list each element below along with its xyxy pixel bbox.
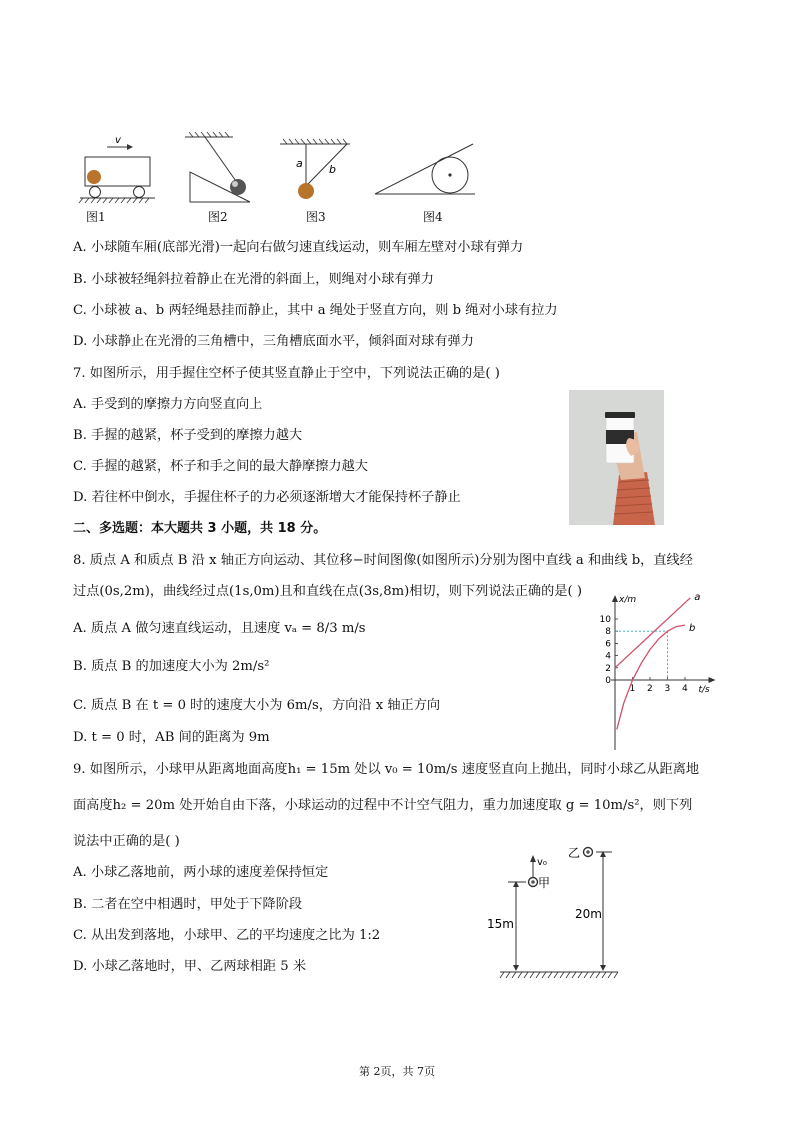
fig3-label-b: b — [329, 163, 336, 176]
q7-option-a: A. 手受到的摩擦力方向竖直向上 — [73, 397, 263, 412]
y-tick-label: 8 — [605, 627, 611, 638]
y-tick-label: 0 — [605, 676, 611, 686]
q9-option-c: C. 从出发到落地，小球甲、乙的平均速度之比为 1:2 — [73, 928, 381, 943]
y-tick-label: 2 — [605, 663, 611, 674]
fig3-two-ropes — [280, 139, 350, 199]
q9-option-a: A. 小球乙落地前，两小球的速度差保持恒定 — [73, 865, 329, 880]
fig1-caption: 图1 — [86, 210, 106, 224]
series-b-label: b — [689, 623, 696, 635]
q9-option-b: B. 二者在空中相遇时，甲处于下降阶段 — [73, 897, 303, 912]
series-a-label: a — [694, 591, 701, 603]
q7-stem: 7. 如图所示，用手握住空杯子使其竖直静止于空中，下列说法正确的是( ) — [73, 366, 500, 381]
q9-label-v0: v₀ — [537, 857, 547, 868]
x-tick-label: 3 — [664, 684, 671, 694]
q8-option-a: A. 质点 A 做匀速直线运动，且速度 vₐ = 8/3 m/s — [73, 621, 366, 636]
q8-option-c: C. 质点 B 在 t = 0 时的速度大小为 6m/s，方向沿 x 轴正方向 — [73, 698, 441, 713]
q9-stem-line1: 9. 如图所示，小球甲从距离地面高度h₁ = 15m 处以 v₀ = 10m/s 速度竖直向上抛出，同时小球乙从距离地 — [73, 762, 700, 777]
q6-option-a: A. 小球随车厢(底部光滑)一起向右做匀速直线运动，则车厢左壁对小球有弹力 — [73, 240, 524, 255]
q7-option-b: B. 手握的越紧，杯子受到的摩擦力越大 — [73, 428, 303, 443]
fig3-label-a: a — [296, 157, 303, 170]
chart-series — [615, 592, 700, 730]
q8-xt-chart — [595, 590, 725, 750]
x-tick-label: 4 — [682, 684, 688, 694]
q7-option-c: C. 手握的越紧，杯子和手之间的最大静摩擦力越大 — [73, 459, 368, 474]
x-tick-label: 2 — [647, 684, 653, 694]
fig4-caption: 图4 — [423, 210, 443, 224]
q7-option-d: D. 若往杯中倒水，手握住杯子的力必须逐渐增大才能保持杯子静止 — [73, 490, 461, 505]
series-b-line — [617, 625, 685, 729]
q7-cup-photo — [569, 390, 664, 525]
q8-option-d: D. t = 0 时，AB 间的距离为 9m — [73, 730, 270, 745]
fig1-cart — [79, 135, 155, 203]
fig4-groove — [375, 144, 475, 194]
series-a-line — [615, 598, 690, 668]
q9-label-h2: 20m — [575, 907, 602, 921]
q9-stem-line3: 说法中正确的是( ) — [73, 834, 180, 849]
fig1-velocity-label: v — [115, 135, 121, 146]
chart-axes — [611, 595, 716, 750]
fig2-slope — [185, 132, 250, 202]
q8-stem-line2: 过点(0s,2m)，曲线经过点(1s,0m)且和直线在点(3s,8m)相切，则下列说法正确的是( ) — [73, 584, 582, 599]
x-axis-label: t/s — [698, 685, 710, 695]
q6-option-d: D. 小球静止在光滑的三角槽中，三角槽底面水平，倾斜面对球有弹力 — [73, 334, 474, 349]
page-footer: 第 2页，共 7页 — [359, 1065, 435, 1078]
y-tick-label: 4 — [605, 651, 611, 662]
q9-option-d: D. 小球乙落地时，甲、乙两球相距 5 米 — [73, 959, 307, 974]
q6-option-c: C. 小球被 a、b 两轻绳悬挂而静止，其中 a 绳处于竖直方向，则 b 绳对小球有拉力 — [73, 303, 558, 318]
q8-stem-line1: 8. 质点 A 和质点 B 沿 x 轴正方向运动、其位移−时间图像(如图所示)分别为图中直线 a 和曲线 b，直线经 — [73, 553, 693, 568]
section-2-heading: 二、多选题：本大题共 3 小题，共 18 分。 — [73, 521, 327, 536]
x-axis-arrow — [709, 677, 716, 683]
q9-label-jia: 甲 — [538, 876, 551, 890]
q9-label-h1: 15m — [487, 917, 514, 931]
y-axis-arrow — [612, 595, 618, 602]
q9-figure — [478, 840, 628, 985]
q9-stem-line2: 面高度h₂ = 20m 处开始自由下落，小球运动的过程中不计空气阻力，重力加速度取 g = 10m/s²，则下列 — [73, 798, 693, 813]
y-tick-label: 6 — [605, 639, 611, 650]
q9-label-yi: 乙 — [568, 846, 581, 860]
x-tick-label: 1 — [629, 684, 636, 694]
q8-option-b: B. 质点 B 的加速度大小为 2m/s² — [73, 659, 270, 674]
fig2-caption: 图2 — [208, 210, 228, 224]
q6-option-b: B. 小球被轻绳斜拉着静止在光滑的斜面上，则绳对小球有弹力 — [73, 272, 434, 287]
fig3-caption: 图3 — [306, 210, 326, 224]
y-axis-label: x/m — [619, 595, 637, 605]
y-tick-label: 10 — [599, 615, 611, 625]
